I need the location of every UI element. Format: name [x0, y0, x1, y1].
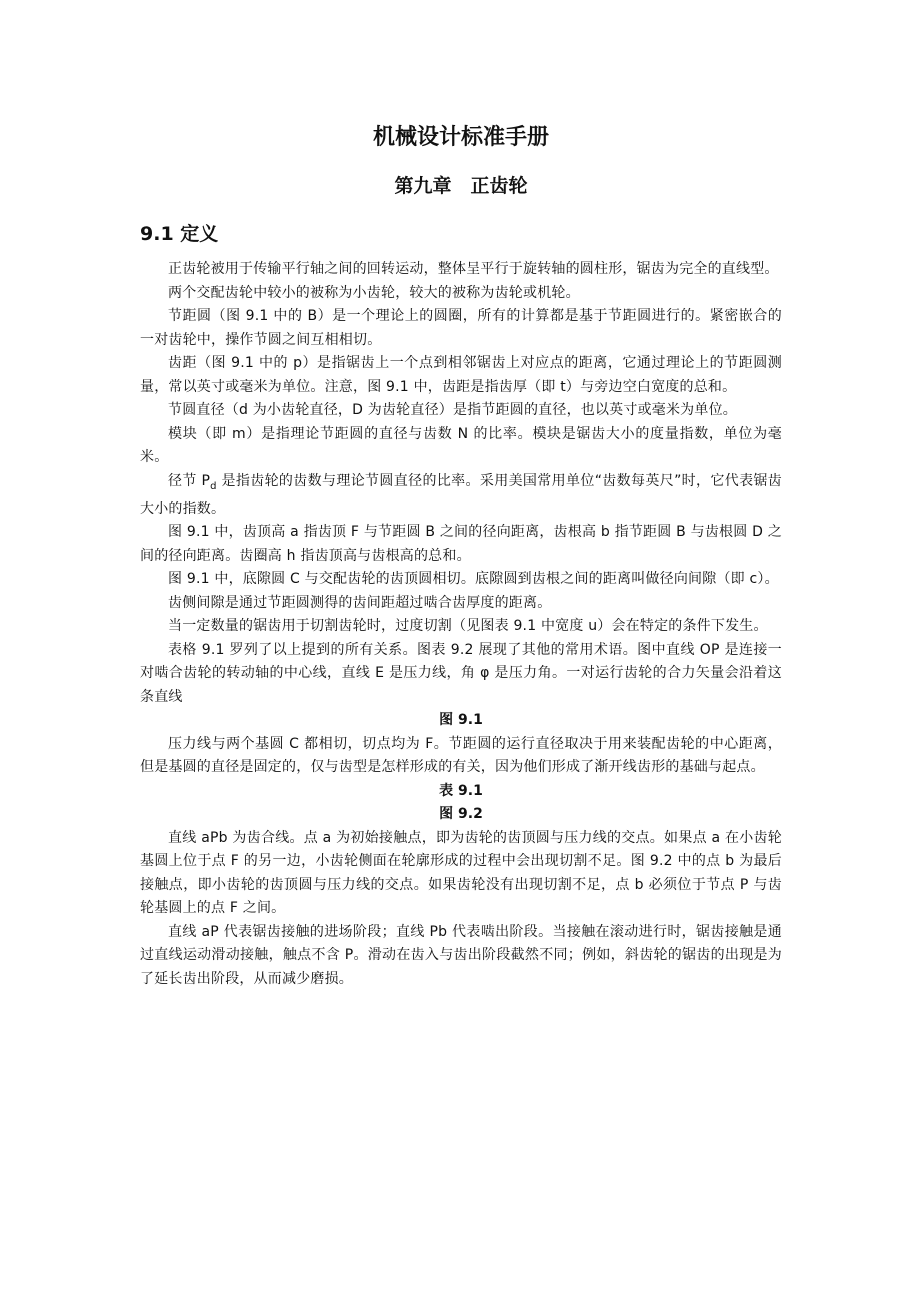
paragraph: 节圆直径（d 为小齿轮直径，D 为齿轮直径）是指节距圆的直径，也以英寸或毫米为单位。	[168, 402, 737, 418]
paragraph: 节距圆（图 9.1 中的 B）是一个理论上的圆圈，所有的计算都是基于节距圆进行的。紧密嵌合的一对齿轮中，操作节圆之间互相相切。	[140, 308, 782, 348]
paragraph: 直线 aP 代表锯齿接触的进场阶段；直线 Pb 代表啮出阶段。当接触在滚动进行时，锯齿接触是通过直线运动滑动接触，触点不含 P。滑动在齿入与齿出阶段截然不同；例如，斜齿轮的锯齿的出现是为了延长齿出阶段，从而减少磨损。	[140, 923, 782, 987]
paragraph: 齿侧间隙是通过节距圆测得的齿间距超过啮合齿厚度的距离。	[168, 594, 552, 611]
paragraph-text: 是指齿轮的齿数与理论节圆直径的比率。采用美国常用单位“齿数每英尺”时，它代表锯齿大小的指数。	[140, 472, 782, 517]
paragraph: 图 9.1 中，底隙圆 C 与交配齿轮的齿顶圆相切。底隙圆到齿根之间的距离叫做径向间隙（即 c）。	[168, 571, 779, 588]
figure-caption: 图 9.2	[439, 806, 483, 823]
paragraph: 当一定数量的锯齿用于切割齿轮时，过度切割（见图表 9.1 中宽度 u）会在特定的条件下发生。	[168, 618, 768, 635]
paragraph: 模块（即 m）是指理论节距圆的直径与齿数 N 的比率。模块是锯齿大小的度量指数，单位为毫米。	[140, 425, 782, 465]
paragraph: 压力线与两个基圆 C 都相切，切点均为 F。节距圆的运行直径取决于用来装配齿轮的中心距离，但是基圆的直径是固定的，仅与齿型是怎样形成的有关，因为他们形成了渐开线齿形的基础与起点。	[140, 735, 782, 776]
paragraph: 两个交配齿轮中较小的被称为小齿轮，较大的被称为齿轮或机轮。	[168, 284, 580, 301]
table-caption: 表 9.1	[439, 782, 483, 799]
subscript: d	[210, 480, 217, 492]
paragraph: 表格 9.1 罗列了以上提到的所有关系。图表 9.2 展现了其他的常用术语。图中直线 OP 是连接一对啮合齿轮的转动轴的中心线，直线 E 是压力线，角 φ 是压力角。一对运行齿轮的合力矢量会沿着这条直线	[140, 641, 782, 705]
section-title: 9.1 定义	[140, 223, 219, 245]
figure-caption: 图 9.1	[439, 712, 483, 729]
document-page	[140, 118, 782, 991]
paragraph-diametral-pitch	[140, 470, 782, 522]
chapter-title: 第九章 正齿轮	[394, 175, 528, 197]
paragraph: 直线 aPb 为齿合线。点 a 为初始接触点，即为齿轮的齿顶圆与压力线的交点。如果点 a 在小齿轮基圆上位于点 F 的另一边，小齿轮侧面在轮廓形成的过程中会出现切割不足。图 9.2 中的点 b 为最后接触点，即小齿轮的齿顶圆与压力线的交点。如果齿轮没有出现切割不足，点 b 必须位于节点 P 与齿轮基圆上的点 F 之间。	[140, 829, 782, 917]
paragraph-text: 径节 P	[168, 472, 211, 489]
document-title: 机械设计标准手册	[372, 125, 549, 150]
paragraph: 图 9.1 中，齿顶高 a 指齿顶 F 与节距圆 B 之间的径向距离，齿根高 b 指节距圆 B 与齿根圆 D 之间的径向距离。齿圈高 h 指齿顶高与齿根高的总和。	[140, 524, 782, 564]
paragraph: 正齿轮被用于传输平行轴之间的回转运动，整体呈平行于旋转轴的圆柱形，锯齿为完全的直线型。	[168, 261, 779, 277]
paragraph: 齿距（图 9.1 中的 p）是指锯齿上一个点到相邻锯齿上对应点的距离，它通过理论上的节距圆测量，常以英寸或毫米为单位。注意，图 9.1 中，齿距是指齿厚（即 t）与旁边空白宽度的总和。	[140, 355, 782, 395]
